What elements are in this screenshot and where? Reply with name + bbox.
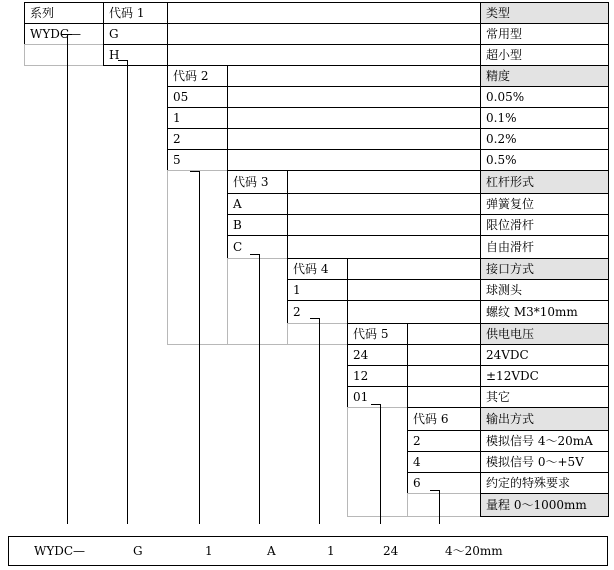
code3-header: 代码 3 xyxy=(227,170,288,194)
code5-row-24-spacer xyxy=(407,344,481,366)
precision-header: 精度 xyxy=(480,65,609,87)
code3-row-a-code: A xyxy=(227,193,288,215)
code3-row-c-code: C xyxy=(227,235,288,259)
code2-blank xyxy=(167,170,228,345)
range-label: 量程 0～1000mm xyxy=(480,493,609,517)
code6-row-2-code: 2 xyxy=(407,430,481,452)
code4-row-2-desc: 螺纹 M3*10mm xyxy=(480,300,609,324)
code3-row-b-spacer xyxy=(287,214,481,236)
code5-connector-line xyxy=(380,404,381,524)
code2-row-2-code: 2 xyxy=(167,128,228,150)
series-value: WYDC— xyxy=(24,23,104,45)
code3-header-spacer xyxy=(287,170,481,194)
series-blank xyxy=(24,44,104,66)
code3-row-a-spacer xyxy=(287,193,481,215)
code1-row-h-code: H xyxy=(103,44,168,66)
code4-header: 代码 4 xyxy=(287,258,348,280)
code6-header: 代码 6 xyxy=(407,407,481,431)
code5-row-12-desc: ±12VDC xyxy=(480,365,609,387)
example-model-code xyxy=(8,536,608,566)
code2-header-spacer xyxy=(227,65,481,87)
code6-connector-line xyxy=(439,490,440,524)
code2-row-1-spacer xyxy=(227,107,481,129)
code4-row-1-code: 1 xyxy=(287,279,348,301)
type-header: 类型 xyxy=(480,2,609,24)
example-series: WYDC— xyxy=(34,544,86,558)
code6-row-4-code: 4 xyxy=(407,451,481,473)
series-connector-line xyxy=(67,34,68,524)
code5-row-12-code: 12 xyxy=(347,365,408,387)
code6-row-2-desc: 模拟信号 4～20mA xyxy=(480,430,609,452)
code2-connector-line xyxy=(199,171,200,524)
code2-row-05-desc: 0.05% xyxy=(480,86,609,108)
code2-row-5-code: 5 xyxy=(167,149,228,171)
example-code2: 1 xyxy=(205,544,213,558)
code1-row-g-code: G xyxy=(103,23,168,45)
code3-row-b-code: B xyxy=(227,214,288,236)
code1-row-h-spacer xyxy=(167,44,481,66)
code4-blank xyxy=(287,323,348,345)
code5-row-01-spacer xyxy=(407,386,481,408)
example-code1: G xyxy=(133,544,143,558)
code5-blank xyxy=(347,407,408,517)
example-code4: 1 xyxy=(327,544,335,558)
code5-row-24-desc: 24VDC xyxy=(480,344,609,366)
code4-row-1-spacer xyxy=(347,279,481,301)
code1-row-g-spacer xyxy=(167,23,481,45)
code4-row-2-code: 2 xyxy=(287,300,348,324)
code2-row-5-desc: 0.5% xyxy=(480,149,609,171)
interface-header: 接口方式 xyxy=(480,258,609,280)
code2-row-2-spacer xyxy=(227,128,481,150)
code2-row-05-spacer xyxy=(227,86,481,108)
code5-header-spacer xyxy=(407,323,481,345)
code5-row-24-code: 24 xyxy=(347,344,408,366)
code1-header: 代码 1 xyxy=(103,2,168,24)
code6-row-4-desc: 模拟信号 0～+5V xyxy=(480,451,609,473)
code3-row-c-spacer xyxy=(287,235,481,259)
code4-row-2-spacer xyxy=(347,300,481,324)
example-code3: A xyxy=(267,544,276,558)
code2-row-2-desc: 0.2% xyxy=(480,128,609,150)
code4-row-1-desc: 球测头 xyxy=(480,279,609,301)
lever-header: 杠杆形式 xyxy=(480,170,609,194)
code1-row-g-desc: 常用型 xyxy=(480,23,609,45)
code3-row-c-desc: 自由滑杆 xyxy=(480,235,609,259)
code5-row-01-code: 01 xyxy=(347,386,408,408)
code2-header: 代码 2 xyxy=(167,65,228,87)
code6-blank xyxy=(407,493,481,517)
code1-connector-line xyxy=(127,60,128,524)
header-spacer xyxy=(167,2,481,24)
code5-header: 代码 5 xyxy=(347,323,408,345)
code6-row-6-code: 6 xyxy=(407,472,481,494)
output-header: 输出方式 xyxy=(480,407,609,431)
code3-row-b-desc: 限位滑杆 xyxy=(480,214,609,236)
code2-row-5-spacer xyxy=(227,149,481,171)
code5-row-01-desc: 其它 xyxy=(480,386,609,408)
code4-header-spacer xyxy=(347,258,481,280)
code3-connector-line xyxy=(259,254,260,524)
code5-row-12-spacer xyxy=(407,365,481,387)
series-header: 系列 xyxy=(24,2,104,24)
code1-row-h-desc: 超小型 xyxy=(480,44,609,66)
code4-connector-line xyxy=(319,318,320,524)
code3-blank xyxy=(227,258,288,345)
code6-row-6-desc: 约定的特殊要求 xyxy=(480,472,609,494)
example-code5: 24 xyxy=(383,544,399,558)
code2-row-1-desc: 0.1% xyxy=(480,107,609,129)
power-header: 供电电压 xyxy=(480,323,609,345)
example-code6: 4～20mm xyxy=(445,544,503,558)
code3-row-a-desc: 弹簧复位 xyxy=(480,193,609,215)
code2-row-1-code: 1 xyxy=(167,107,228,129)
code2-row-05-code: 05 xyxy=(167,86,228,108)
